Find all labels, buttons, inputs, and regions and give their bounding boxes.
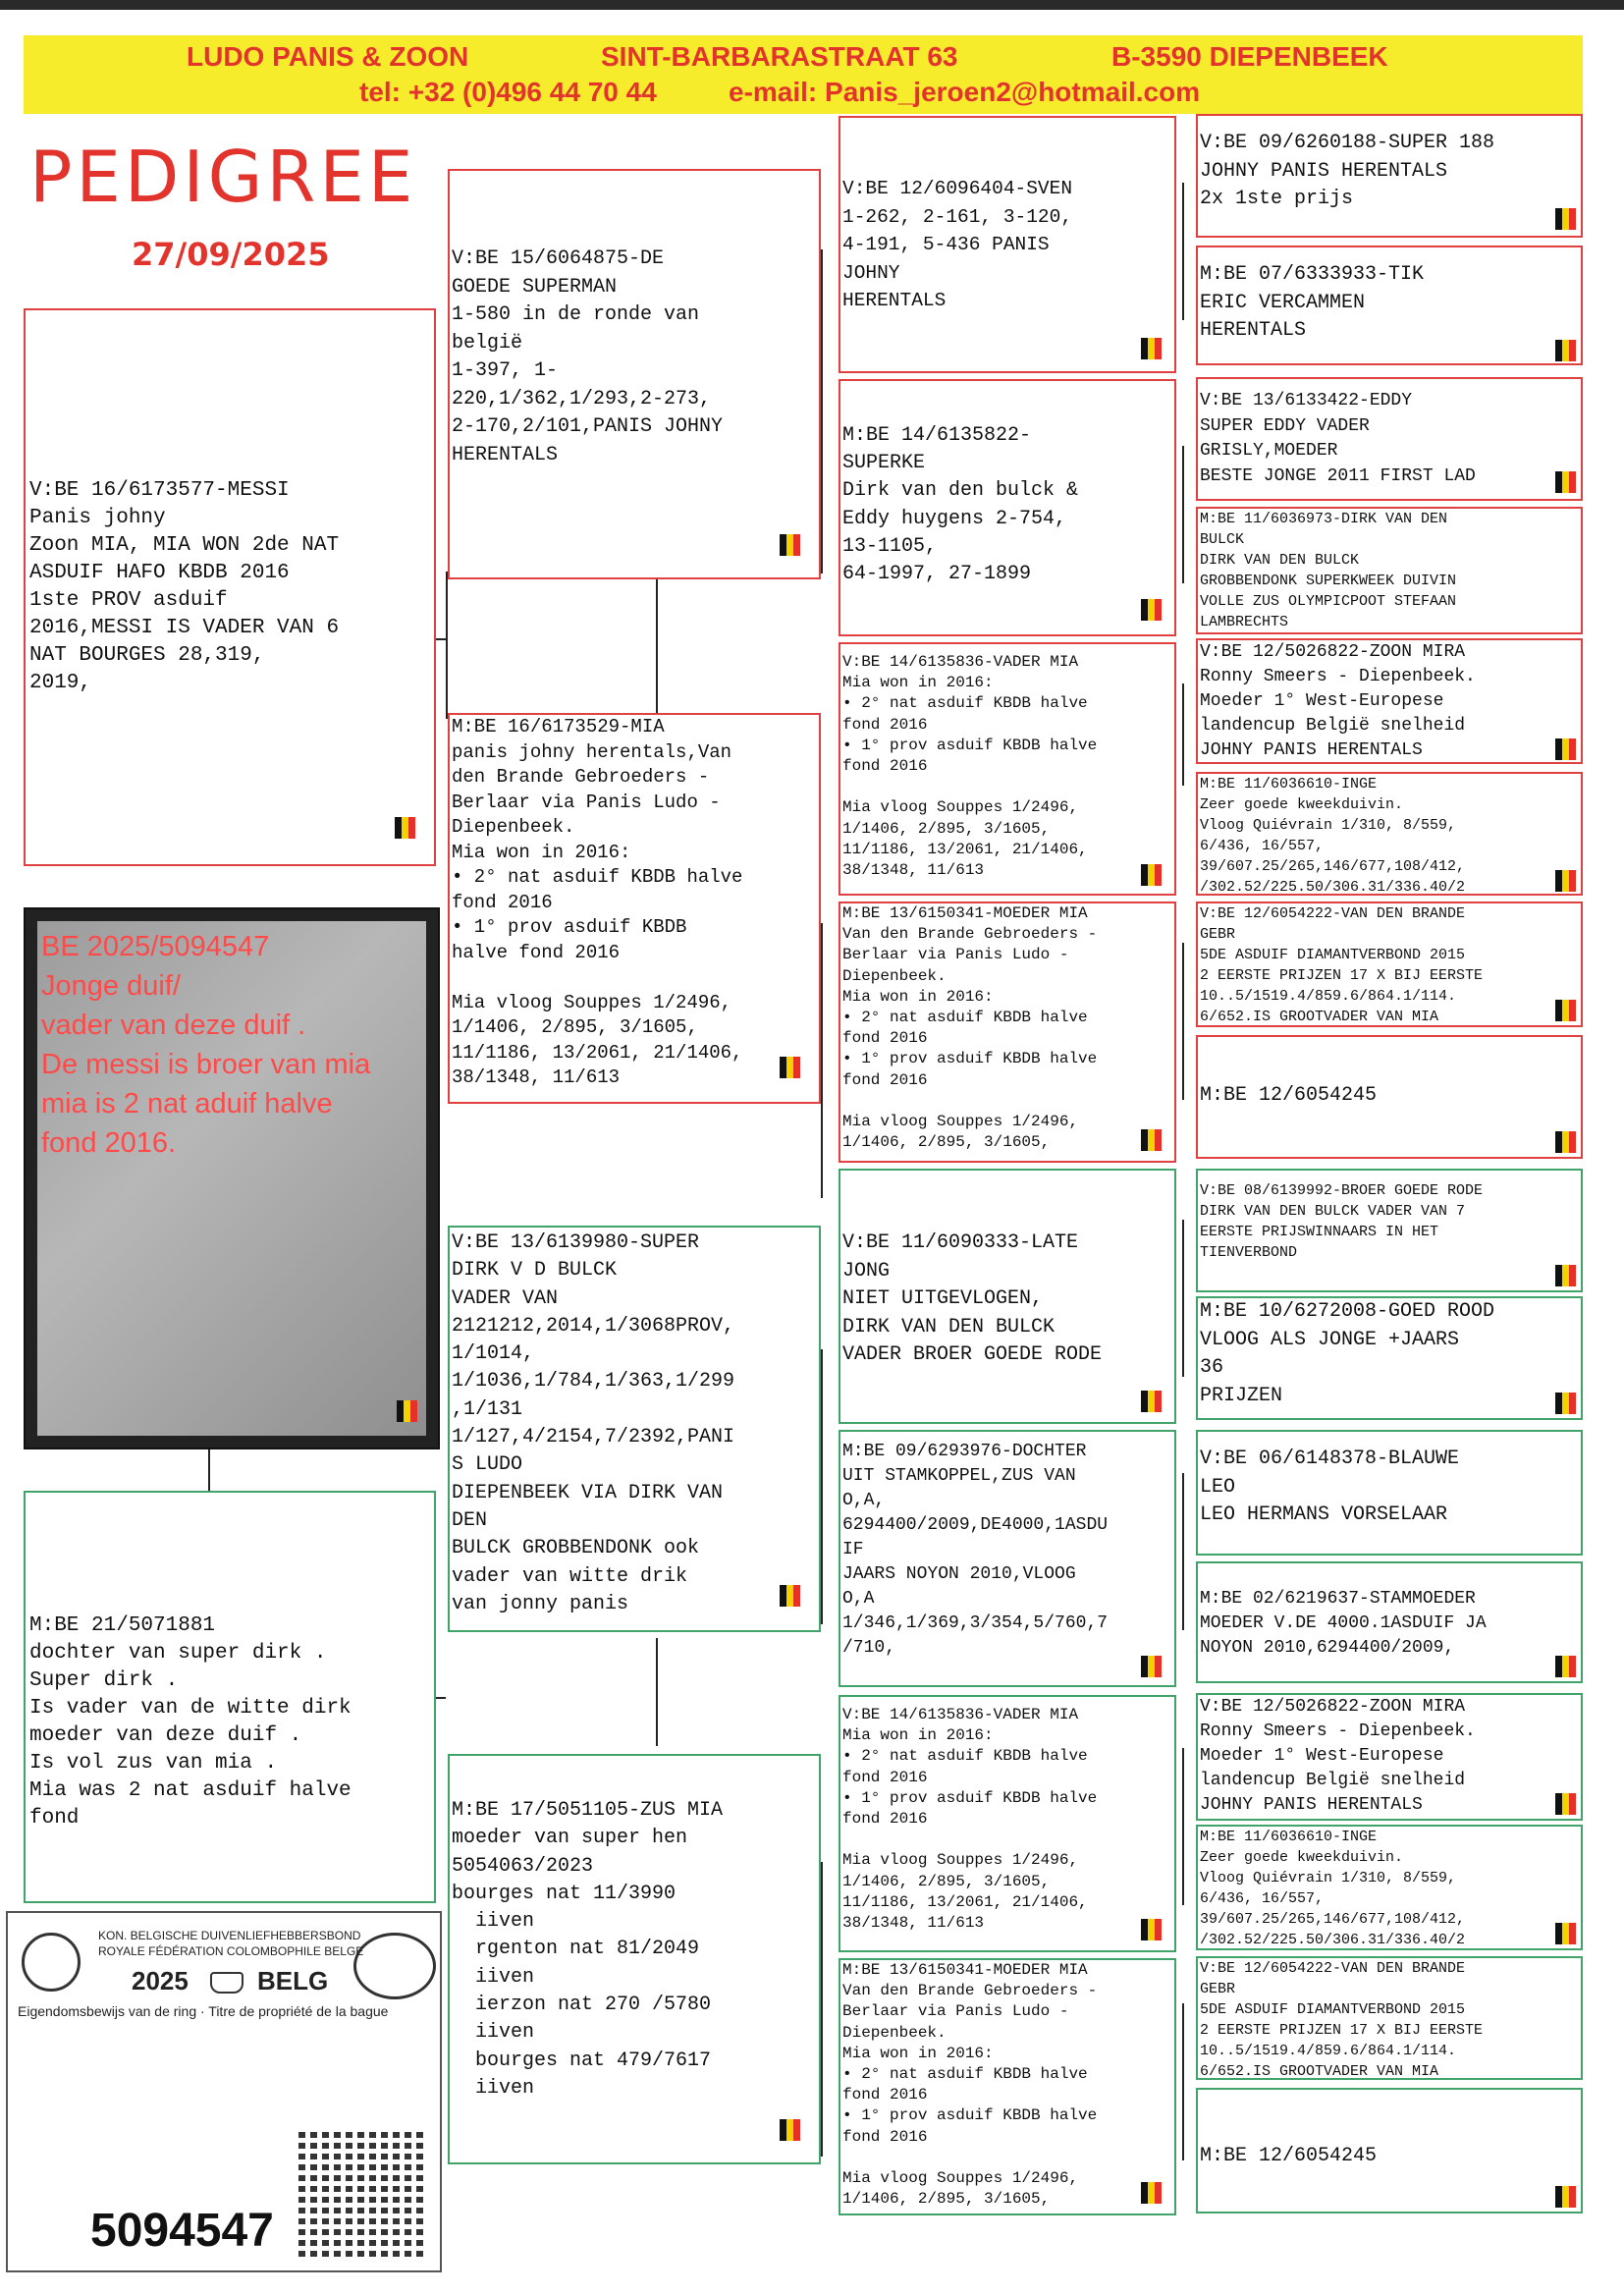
fm-mother-text: M:BE 13/6150341-MOEDER MIA Van den Brande Gebroeders - Berlaar via Panis Ludo - Diepenbeek. Mia won in 2016: • 2° nat asduif KBDB halve fond 2016 • 1° prov asduif KBDB halve fond 2016 Mia vloog Souppes 1/2496, 1/1406, 2/895, 3/1605, bbox=[842, 904, 1098, 1152]
gg-12-text: M:BE 02/6219637-STAMMOEDER MOEDER V.DE 4000.1ASDUIF JA NOYON 2010,6294400/2009, bbox=[1200, 1589, 1487, 1658]
belgium-flag-icon bbox=[780, 1057, 799, 1078]
sire-mother-box bbox=[448, 713, 821, 1104]
dam-father-text: V:BE 13/6139980-SUPER DIRK V D BULCK VADER VAN 2121212,2014,1/3068PROV, 1/1014, 1/1036,1/784,1/363,1/299 ,1/131 1/127,4/2154,7/2392,PANI S LUDO DIEPENBEEK VIA DIRK VAN DEN BULCK GROBBENDONK ook vader van witte drik van jonny panis bbox=[452, 1231, 735, 1615]
page-date: 27/09/2025 bbox=[132, 236, 330, 273]
gg-7-text: V:BE 12/6054222-VAN DEN BRANDE GEBR 5DE ASDUIF DIAMANTVERBOND 2015 2 EERSTE PRIJZEN 17 X BIJ EERSTE 10..5/1519.4/859.6/864.1/114. 6/652.IS GROOTVADER VAN MIA bbox=[1200, 905, 1484, 1025]
gg-5-box bbox=[1196, 638, 1583, 764]
belgium-flag-icon bbox=[1555, 471, 1575, 493]
belgium-flag-icon bbox=[1555, 1793, 1575, 1815]
gg-2-text: M:BE 07/6333933-TIK ERIC VERCAMMEN HERENTALS bbox=[1200, 263, 1425, 342]
connector-line bbox=[656, 579, 658, 713]
belgium-flag-icon bbox=[1555, 208, 1575, 230]
ff-father-box bbox=[839, 116, 1176, 373]
belgium-flag-icon bbox=[780, 534, 799, 556]
gg-9-box bbox=[1196, 1169, 1583, 1292]
belgium-flag-icon bbox=[397, 1400, 416, 1422]
ff-mother-box bbox=[839, 379, 1176, 636]
gg-10-text: M:BE 10/6272008-GOED ROOD VLOOG ALS JONGE +JAARS 36 PRIJZEN bbox=[1200, 1300, 1495, 1407]
belgium-flag-icon bbox=[1141, 864, 1161, 886]
connector-line bbox=[1182, 446, 1184, 583]
gg-8-box bbox=[1196, 1035, 1583, 1159]
mm-mother-text: M:BE 13/6150341-MOEDER MIA Van den Brande Gebroeders - Berlaar via Panis Ludo - Diepenbeek. Mia won in 2016: • 2° nat asduif KBDB halve fond 2016 • 1° prov asduif KBDB halve fond 2016 Mia vloog Souppes 1/2496, 1/1406, 2/895, 3/1605, bbox=[842, 1961, 1098, 2209]
connector-line bbox=[821, 249, 823, 574]
gg-6-box bbox=[1196, 772, 1583, 896]
breeder-street: SINT-BARBARASTRAAT 63 bbox=[601, 41, 958, 72]
gg-6-text: M:BE 11/6036610-INGE Zeer goede kweekduivin. Vloog Quiévrain 1/310, 8/559, 6/436, 16/557, 39/607.25/265,146/677,108/412, /302.52/225.50/306.31/336.40/2 bbox=[1200, 776, 1466, 896]
connector-line bbox=[1182, 1748, 1184, 1905]
belgium-flag-icon bbox=[780, 2119, 799, 2141]
dam-mother-box bbox=[448, 1754, 821, 2164]
belgium-flag-icon bbox=[780, 1585, 799, 1607]
gg-4-text: M:BE 11/6036973-DIRK VAN DEN BULCK DIRK VAN DEN BULCK GROBBENDONK SUPERKWEEK DUIVIN VOLLE ZUS OLYMPICPOOT STEFAAN LAMBRECHTS bbox=[1200, 511, 1457, 630]
federation-logo-icon bbox=[353, 1933, 436, 1999]
gg-1-text: V:BE 09/6260188-SUPER 188 JOHNY PANIS HERENTALS 2x 1ste prijs bbox=[1200, 132, 1495, 210]
ring-ownership-card bbox=[6, 1911, 442, 2272]
gg-16-text: M:BE 12/6054245 bbox=[1200, 2145, 1378, 2167]
connector-line bbox=[656, 1638, 658, 1746]
belgium-flag-icon bbox=[1555, 1131, 1575, 1153]
ring-number: 5094547 bbox=[90, 2205, 274, 2257]
father-text: V:BE 16/6173577-MESSI Panis johny Zoon MIA, MIA WON 2de NAT ASDUIF HAFO KBDB 2016 1ste PROV asduif 2016,MESSI IS VADER VAN 6 NAT BOURGES 28,319, 2019, bbox=[29, 479, 340, 694]
belgium-flag-icon bbox=[1141, 599, 1161, 621]
page-title: PEDIGREE bbox=[29, 136, 417, 218]
belgium-flag-icon bbox=[1141, 1129, 1161, 1151]
gg-4-box bbox=[1196, 507, 1583, 634]
gg-8-text: M:BE 12/6054245 bbox=[1200, 1084, 1378, 1107]
connector-line bbox=[1182, 1473, 1184, 1630]
belgium-flag-icon bbox=[1555, 1393, 1575, 1414]
card-year: 2025 bbox=[132, 1966, 189, 1995]
belgium-flag-icon bbox=[1555, 340, 1575, 361]
gg-14-box bbox=[1196, 1825, 1583, 1950]
connector-line bbox=[1182, 683, 1184, 786]
belgium-flag-icon bbox=[1141, 1919, 1161, 1940]
photo-note: BE 2025/5094547 Jonge duif/ vader van deze duif . De messi is broer van mia mia is 2 nat aduif halve fond 2016. bbox=[41, 931, 371, 1159]
gg-11-box bbox=[1196, 1430, 1583, 1556]
belgium-flag-icon bbox=[1555, 1923, 1575, 1944]
belgium-flag-icon bbox=[1141, 1391, 1161, 1412]
belgium-flag-icon bbox=[1555, 2186, 1575, 2208]
belgium-flag-icon bbox=[1141, 338, 1161, 359]
breeder-header bbox=[24, 35, 1583, 114]
connector-line bbox=[1182, 2003, 1184, 2160]
gg-15-box bbox=[1196, 1956, 1583, 2080]
gg-15-text: V:BE 12/6054222-VAN DEN BRANDE GEBR 5DE ASDUIF DIAMANTVERBOND 2015 2 EERSTE PRIJZEN 17 X BIJ EERSTE 10..5/1519.4/859.6/864.1/114. 6/652.IS GROOTVADER VAN MIA bbox=[1200, 1960, 1484, 2080]
breeder-name: LUDO PANIS & ZOON bbox=[187, 41, 469, 72]
gg-10-box bbox=[1196, 1296, 1583, 1420]
breeder-tel: tel: +32 (0)496 44 70 44 bbox=[359, 77, 657, 107]
gg-12-box bbox=[1196, 1561, 1583, 1683]
gg-3-box bbox=[1196, 377, 1583, 501]
mf-mother-text: M:BE 09/6293976-DOCHTER UIT STAMKOPPEL,ZUS VAN O,A, 6294400/2009,DE4000,1ASDU IF JAARS NOYON 2010,VLOOG O,A 1/346,1/369,3/354,5/760,7 /710, bbox=[842, 1442, 1109, 1658]
gg-11-text: V:BE 06/6148378-BLAUWE LEO LEO HERMANS VORSELAAR bbox=[1200, 1448, 1460, 1526]
breeder-email: e-mail: Panis_jeroen2@hotmail.com bbox=[729, 77, 1201, 107]
connector-line bbox=[436, 1697, 446, 1699]
gg-1-box bbox=[1196, 114, 1583, 238]
belgium-flag-icon bbox=[1555, 738, 1575, 760]
gg-13-box bbox=[1196, 1693, 1583, 1821]
sire-father-text: V:BE 15/6064875-DE GOEDE SUPERMAN 1-580 in de ronde van belgië 1-397, 1- 220,1/362,1/293,2-273, 2-170,2/101,PANIS JOHNY HERENTALS bbox=[452, 247, 724, 466]
belgium-flag-icon bbox=[1141, 1656, 1161, 1677]
fm-father-box bbox=[839, 642, 1176, 896]
belgium-flag-icon bbox=[1555, 1656, 1575, 1677]
connector-line bbox=[821, 923, 823, 1198]
gg-14-text: M:BE 11/6036610-INGE Zeer goede kweekduivin. Vloog Quiévrain 1/310, 8/559, 6/436, 16/557, 39/607.25/265,146/677,108/412, /302.52/225.50/306.31/336.40/2 bbox=[1200, 1829, 1466, 1948]
connector-line bbox=[446, 572, 448, 719]
mf-mother-box bbox=[839, 1430, 1176, 1687]
mf-father-box bbox=[839, 1169, 1176, 1424]
kbdb-seal-icon bbox=[22, 1933, 81, 1992]
sire-mother-text: M:BE 16/6173529-MIA panis johny herentals,Van den Brande Gebroeders - Berlaar via Panis Ludo - Diepenbeek. Mia won in 2016: • 2° nat asduif KBDB halve fond 2016 • 1° prov asduif KBDB halve fond 2016 Mia vloog Souppes 1/2496, 1/1406, 2/895, 3/1605, 11/1186, 13/2061, 21/1406, 38/1348, 11/613 bbox=[452, 716, 743, 1088]
fm-mother-box bbox=[839, 902, 1176, 1163]
mf-father-text: V:BE 11/6090333-LATE JONG NIET UITGEVLOGEN, DIRK VAN DEN BULCK VADER BROER GOEDE RODE bbox=[842, 1231, 1103, 1366]
card-org-line2: ROYALE FÉDÉRATION COLOMBOPHILE BELGE bbox=[98, 1944, 364, 1958]
connector-line bbox=[208, 1449, 210, 1491]
fm-father-text: V:BE 14/6135836-VADER MIA Mia won in 2016: • 2° nat asduif KBDB halve fond 2016 • 1° prov asduif KBDB halve fond 2016 Mia vloog Souppes 1/2496, 1/1406, 2/895, 3/1605, 11/1186, 13/2061, 21/1406, 38/1348, 11/613 bbox=[842, 653, 1098, 880]
mm-mother-box bbox=[839, 1958, 1176, 2215]
card-org-line1: KON. BELGISCHE DUIVENLIEFHEBBERSBOND bbox=[98, 1929, 361, 1942]
connector-line bbox=[1182, 1220, 1184, 1377]
mother-text: M:BE 21/5071881 dochter van super dirk . Super dirk . Is vader van de witte dirk moeder van deze duif . Is vol zus van mia . Mia was 2 nat asduif halve fond bbox=[29, 1614, 352, 1830]
top-scan-edge bbox=[0, 0, 1624, 10]
belgium-flag-icon bbox=[1555, 1000, 1575, 1021]
dam-mother-text: M:BE 17/5051105-ZUS MIA moeder van super hen 5054063/2023 bourges nat 11/3990 iiven rgenton nat 81/2049 iiven ierzon nat 270 /5780 iiven bourges nat 479/7617 iiven bbox=[452, 1799, 724, 2100]
gg-13-text: V:BE 12/5026822-ZOON MIRA Ronny Smeers - Diepenbeek. Moeder 1° West-Europese landencup België snelheid JOHNY PANIS HERENTALS bbox=[1200, 1697, 1476, 1815]
mm-father-box bbox=[839, 1695, 1176, 1952]
gg-16-box bbox=[1196, 2088, 1583, 2213]
connector-line bbox=[436, 638, 446, 640]
mm-father-text: V:BE 14/6135836-VADER MIA Mia won in 2016: • 2° nat asduif KBDB halve fond 2016 • 1° prov asduif KBDB halve fond 2016 Mia vloog Souppes 1/2496, 1/1406, 2/895, 3/1605, 11/1186, 13/2061, 21/1406, 38/1348, 11/613 bbox=[842, 1706, 1098, 1933]
connector-line bbox=[1182, 943, 1184, 1100]
connector-line bbox=[821, 1349, 823, 1624]
gg-7-box bbox=[1196, 902, 1583, 1027]
gg-2-box bbox=[1196, 246, 1583, 365]
card-property-text: Eigendomsbewijs van de ring · Titre de propriété de la bague bbox=[18, 2003, 389, 2019]
qr-code-pattern bbox=[298, 2129, 426, 2257]
mother-box bbox=[24, 1491, 436, 1903]
card-country: BELG bbox=[257, 1966, 329, 1995]
father-box bbox=[24, 308, 436, 866]
belgium-flag-icon bbox=[1555, 1265, 1575, 1286]
connector-line bbox=[821, 1862, 823, 2157]
crown-icon bbox=[210, 1972, 244, 1994]
belgium-flag-icon bbox=[1555, 870, 1575, 892]
sire-father-box bbox=[448, 169, 821, 579]
gg-3-text: V:BE 13/6133422-EDDY SUPER EDDY VADER GRISLY,MOEDER BESTE JONGE 2011 FIRST LAD bbox=[1200, 391, 1476, 486]
dam-father-box bbox=[448, 1226, 821, 1632]
belgium-flag-icon bbox=[1141, 2182, 1161, 2204]
connector-line bbox=[1182, 183, 1184, 320]
gg-9-text: V:BE 08/6139992-BROER GOEDE RODE DIRK VAN DEN BULCK VADER VAN 7 EERSTE PRIJSWINNAARS IN HET TIENVERBOND bbox=[1200, 1182, 1484, 1261]
belgium-flag-icon bbox=[395, 817, 414, 839]
gg-5-text: V:BE 12/5026822-ZOON MIRA Ronny Smeers - Diepenbeek. Moeder 1° West-Europese landencup België snelheid JOHNY PANIS HERENTALS bbox=[1200, 642, 1476, 760]
ff-mother-text: M:BE 14/6135822- SUPERKE Dirk van den bulck & Eddy huygens 2-754, 13-1105, 64-1997, 27-1899 bbox=[842, 424, 1079, 586]
ff-father-text: V:BE 12/6096404-SVEN 1-262, 2-161, 3-120, 4-191, 5-436 PANIS JOHNY HERENTALS bbox=[842, 178, 1073, 311]
breeder-city: B-3590 DIEPENBEEK bbox=[1111, 41, 1388, 72]
pigeon-photo bbox=[24, 907, 440, 1449]
